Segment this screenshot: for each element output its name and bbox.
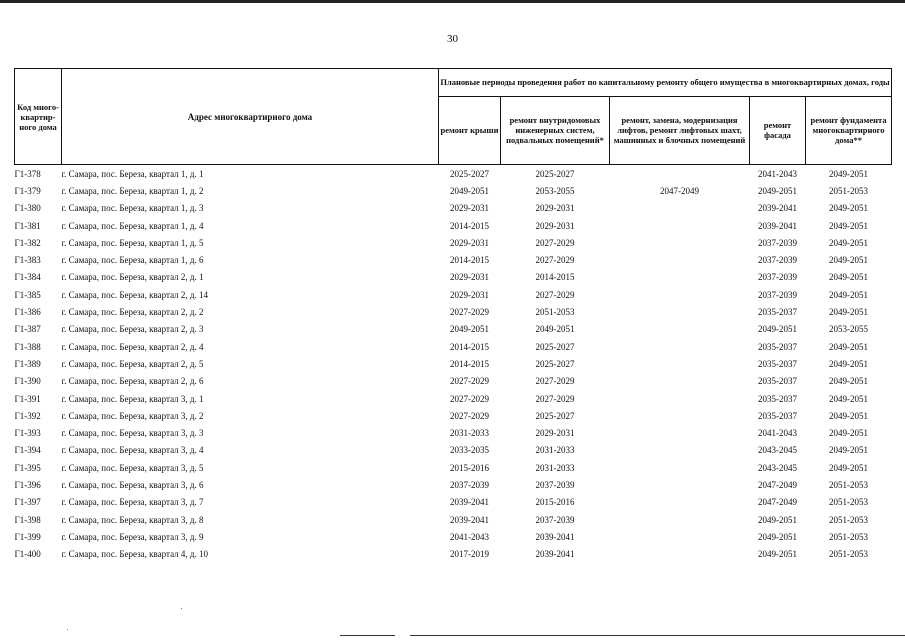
table-row <box>15 476 892 493</box>
cell-address: г. Самара, пос. Береза, квартал 4, д. 10 <box>61 549 208 560</box>
footer-line <box>340 635 395 636</box>
cell-address: г. Самара, пос. Береза, квартал 3, д. 1 <box>61 393 204 404</box>
cell-address: г. Самара, пос. Береза, квартал 3, д. 7 <box>61 497 204 508</box>
cell-roof: 2025-2027 <box>450 168 489 179</box>
cell-foundation: 2051-2053 <box>829 185 869 196</box>
cell-address: г. Самара, пос. Береза, квартал 2, д. 3 <box>61 324 204 335</box>
cell-roof: 2033-2035 <box>450 445 489 456</box>
header-foundation: ремонт фундамента многоквартирного дома** <box>806 96 892 164</box>
cell-facade: 2035-2037 <box>758 410 797 421</box>
cell-foundation: 2049-2051 <box>829 255 869 266</box>
cell-roof: 2027-2029 <box>450 410 489 421</box>
cell-code: Г1-390 <box>14 376 41 387</box>
cell-code: Г1-378 <box>14 168 41 179</box>
cell-roof: 2029-2031 <box>450 272 489 283</box>
cell-code: Г1-397 <box>14 497 41 508</box>
cell-facade: 2049-2051 <box>758 185 797 196</box>
cell-address: г. Самара, пос. Береза, квартал 1, д. 3 <box>61 203 204 214</box>
capital-repair-table <box>14 68 892 563</box>
cell-foundation: 2049-2051 <box>829 307 869 318</box>
cell-foundation: 2049-2051 <box>829 289 869 300</box>
table-row <box>15 373 892 390</box>
cell-engineering: 2027-2029 <box>535 237 575 248</box>
cell-foundation: 2049-2051 <box>829 272 869 283</box>
cell-engineering: 2039-2041 <box>535 549 575 560</box>
header-elevators: ремонт, замена, модернизация лифтов, ремонт лифтовых шахт, машинных и блочных помещений <box>610 96 750 164</box>
cell-roof: 2049-2051 <box>450 324 489 335</box>
cell-elevators <box>610 165 750 183</box>
cell-foundation: 2049-2051 <box>829 410 869 421</box>
cell-engineering: 2027-2029 <box>535 289 575 300</box>
cell-elevators: 2047-2049 <box>660 185 699 196</box>
cell-code: Г1-382 <box>14 237 41 248</box>
cell-foundation: 2049-2051 <box>829 220 869 231</box>
footer-line <box>410 635 905 636</box>
top-border-line <box>0 0 905 3</box>
cell-address: г. Самара, пос. Береза, квартал 1, д. 1 <box>61 168 204 179</box>
cell-address: г. Самара, пос. Береза, квартал 2, д. 1 <box>61 272 204 283</box>
table-row <box>15 217 892 234</box>
header-address: Адрес многоквартирного дома <box>62 69 439 165</box>
cell-address: г. Самара, пос. Береза, квартал 2, д. 4 <box>61 341 204 352</box>
cell-elevators <box>610 217 750 234</box>
cell-engineering: 2015-2016 <box>535 497 575 508</box>
cell-code: Г1-400 <box>14 549 41 560</box>
cell-facade: 2037-2039 <box>758 237 797 248</box>
cell-code: Г1-388 <box>14 341 41 352</box>
cell-engineering: 2029-2031 <box>535 220 575 231</box>
cell-foundation: 2049-2051 <box>829 445 869 456</box>
cell-code: Г1-394 <box>14 445 41 456</box>
cell-elevators <box>610 251 750 268</box>
cell-elevators <box>610 355 750 372</box>
cell-facade: 2039-2041 <box>758 203 797 214</box>
cell-elevators <box>610 424 750 441</box>
table-row <box>15 321 892 338</box>
table-row <box>15 269 892 286</box>
cell-elevators <box>610 200 750 217</box>
cell-facade: 2041-2043 <box>758 168 797 179</box>
cell-elevators <box>610 511 750 528</box>
cell-roof: 2041-2043 <box>450 531 489 542</box>
cell-engineering: 2025-2027 <box>535 358 575 369</box>
cell-elevators <box>610 442 750 459</box>
cell-engineering: 2025-2027 <box>535 410 575 421</box>
table-row <box>15 303 892 320</box>
cell-facade: 2035-2037 <box>758 358 797 369</box>
cell-facade: 2041-2043 <box>758 428 797 439</box>
cell-address: г. Самара, пос. Береза, квартал 3, д. 8 <box>61 514 204 525</box>
header-facade: ремонт фасада <box>750 96 806 164</box>
cell-code: Г1-384 <box>14 272 41 283</box>
cell-elevators <box>610 407 750 424</box>
cell-engineering: 2049-2051 <box>535 324 575 335</box>
cell-engineering: 2037-2039 <box>535 514 575 525</box>
cell-roof: 2014-2015 <box>450 220 489 231</box>
cell-engineering: 2027-2029 <box>535 393 575 404</box>
cell-roof: 2039-2041 <box>450 514 489 525</box>
cell-code: Г1-381 <box>14 220 41 231</box>
cell-engineering: 2027-2029 <box>535 376 575 387</box>
table-row <box>15 251 892 268</box>
cell-facade: 2049-2051 <box>758 531 797 542</box>
cell-code: Г1-387 <box>14 324 41 335</box>
cell-engineering: 2051-2053 <box>535 307 575 318</box>
cell-roof: 2037-2039 <box>450 479 489 490</box>
cell-engineering: 2031-2033 <box>535 445 575 456</box>
cell-roof: 2039-2041 <box>450 497 489 508</box>
cell-foundation: 2049-2051 <box>829 358 869 369</box>
table-row <box>15 528 892 545</box>
cell-code: Г1-392 <box>14 410 41 421</box>
table-row <box>15 182 892 199</box>
cell-elevators <box>610 528 750 545</box>
cell-roof: 2015-2016 <box>450 462 489 473</box>
table-row <box>15 234 892 251</box>
cell-roof: 2029-2031 <box>450 237 489 248</box>
cell-engineering: 2053-2055 <box>535 185 575 196</box>
cell-roof: 2049-2051 <box>450 185 489 196</box>
cell-code: Г1-380 <box>14 203 41 214</box>
cell-elevators <box>610 494 750 511</box>
cell-code: Г1-395 <box>14 462 41 473</box>
cell-code: Г1-393 <box>14 428 41 439</box>
cell-engineering: 2037-2039 <box>535 479 575 490</box>
cell-address: г. Самара, пос. Береза, квартал 1, д. 5 <box>61 237 204 248</box>
cell-facade: 2049-2051 <box>758 549 797 560</box>
cell-elevators <box>610 459 750 476</box>
table-row <box>15 338 892 355</box>
cell-code: Г1-399 <box>14 531 41 542</box>
cell-elevators <box>610 303 750 320</box>
cell-foundation: 2051-2053 <box>829 549 869 560</box>
cell-foundation: 2049-2051 <box>829 428 869 439</box>
cell-code: Г1-396 <box>14 479 41 490</box>
page-number: 30 <box>447 33 458 45</box>
cell-foundation: 2051-2053 <box>829 497 869 508</box>
table-row <box>15 494 892 511</box>
cell-foundation: 2051-2053 <box>829 531 869 542</box>
table-row <box>15 442 892 459</box>
cell-roof: 2029-2031 <box>450 203 489 214</box>
table-row <box>15 355 892 372</box>
cell-foundation: 2049-2051 <box>829 168 869 179</box>
cell-engineering: 2027-2029 <box>535 255 575 266</box>
cell-roof: 2027-2029 <box>450 307 489 318</box>
cell-roof: 2014-2015 <box>450 341 489 352</box>
cell-code: Г1-398 <box>14 514 41 525</box>
table-row <box>15 165 892 183</box>
cell-engineering: 2025-2027 <box>535 341 575 352</box>
cell-engineering: 2025-2027 <box>535 168 575 179</box>
scan-speck <box>67 629 68 630</box>
table-row <box>15 546 892 563</box>
cell-facade: 2043-2045 <box>758 445 797 456</box>
table-row <box>15 407 892 424</box>
cell-engineering: 2039-2041 <box>535 531 575 542</box>
header-engineering: ремонт внутридомовых инженерных систем, подвальных помещений* <box>501 96 610 164</box>
cell-address: г. Самара, пос. Береза, квартал 2, д. 5 <box>61 358 204 369</box>
cell-facade: 2035-2037 <box>758 376 797 387</box>
cell-foundation: 2049-2051 <box>829 393 869 404</box>
cell-facade: 2047-2049 <box>758 497 797 508</box>
table-row <box>15 286 892 303</box>
cell-foundation: 2051-2053 <box>829 514 869 525</box>
cell-roof: 2014-2015 <box>450 255 489 266</box>
table-row <box>15 200 892 217</box>
cell-address: г. Самара, пос. Береза, квартал 3, д. 5 <box>61 462 204 473</box>
cell-address: г. Самара, пос. Береза, квартал 2, д. 14 <box>61 289 208 300</box>
cell-foundation: 2049-2051 <box>829 237 869 248</box>
cell-address: г. Самара, пос. Береза, квартал 3, д. 6 <box>61 479 204 490</box>
cell-engineering: 2031-2033 <box>535 462 575 473</box>
cell-facade: 2049-2051 <box>758 514 797 525</box>
cell-facade: 2037-2039 <box>758 255 797 266</box>
cell-elevators <box>610 269 750 286</box>
cell-engineering: 2029-2031 <box>535 428 575 439</box>
cell-facade: 2047-2049 <box>758 479 797 490</box>
cell-address: г. Самара, пос. Береза, квартал 2, д. 2 <box>61 307 204 318</box>
cell-elevators <box>610 234 750 251</box>
cell-roof: 2029-2031 <box>450 289 489 300</box>
cell-facade: 2049-2051 <box>758 324 797 335</box>
cell-address: г. Самара, пос. Береза, квартал 3, д. 9 <box>61 531 204 542</box>
header-planned-periods: Плановые периоды проведения работ по капитальному ремонту общего имущества в многоквартирных домах, годы <box>439 69 892 97</box>
cell-facade: 2035-2037 <box>758 393 797 404</box>
cell-facade: 2035-2037 <box>758 341 797 352</box>
cell-roof: 2031-2033 <box>450 428 489 439</box>
cell-engineering: 2029-2031 <box>535 203 575 214</box>
cell-elevators <box>610 286 750 303</box>
cell-facade: 2035-2037 <box>758 307 797 318</box>
cell-facade: 2043-2045 <box>758 462 797 473</box>
cell-address: г. Самара, пос. Береза, квартал 3, д. 4 <box>61 445 204 456</box>
header-code: Код много-квартир-ного дома <box>15 69 62 165</box>
cell-address: г. Самара, пос. Береза, квартал 3, д. 2 <box>61 410 204 421</box>
scan-speck <box>181 608 182 609</box>
cell-foundation: 2051-2053 <box>829 479 869 490</box>
cell-facade: 2037-2039 <box>758 289 797 300</box>
cell-elevators <box>610 546 750 563</box>
cell-foundation: 2049-2051 <box>829 341 869 352</box>
table-row <box>15 390 892 407</box>
cell-elevators <box>610 373 750 390</box>
cell-foundation: 2053-2055 <box>829 324 869 335</box>
cell-address: г. Самара, пос. Береза, квартал 1, д. 6 <box>61 255 204 266</box>
cell-address: г. Самара, пос. Береза, квартал 1, д. 4 <box>61 220 204 231</box>
table-row <box>15 511 892 528</box>
cell-roof: 2017-2019 <box>450 549 489 560</box>
cell-address: г. Самара, пос. Береза, квартал 3, д. 3 <box>61 428 204 439</box>
cell-roof: 2027-2029 <box>450 393 489 404</box>
table-row <box>15 424 892 441</box>
cell-roof: 2014-2015 <box>450 358 489 369</box>
cell-code: Г1-385 <box>14 289 41 300</box>
cell-foundation: 2049-2051 <box>829 203 869 214</box>
cell-elevators <box>610 321 750 338</box>
cell-address: г. Самара, пос. Береза, квартал 1, д. 2 <box>61 185 204 196</box>
cell-elevators <box>610 390 750 407</box>
cell-foundation: 2049-2051 <box>829 376 869 387</box>
cell-roof: 2027-2029 <box>450 376 489 387</box>
cell-code: Г1-383 <box>14 255 41 266</box>
cell-engineering: 2014-2015 <box>535 272 575 283</box>
table-row <box>15 459 892 476</box>
cell-elevators <box>610 338 750 355</box>
cell-foundation: 2049-2051 <box>829 462 869 473</box>
cell-facade: 2037-2039 <box>758 272 797 283</box>
cell-code: Г1-386 <box>14 307 41 318</box>
header-roof: ремонт крыши <box>439 96 501 164</box>
cell-facade: 2039-2041 <box>758 220 797 231</box>
cell-elevators <box>610 476 750 493</box>
cell-code: Г1-389 <box>14 358 41 369</box>
cell-code: Г1-391 <box>14 393 41 404</box>
cell-code: Г1-379 <box>14 185 41 196</box>
cell-address: г. Самара, пос. Береза, квартал 2, д. 6 <box>61 376 204 387</box>
